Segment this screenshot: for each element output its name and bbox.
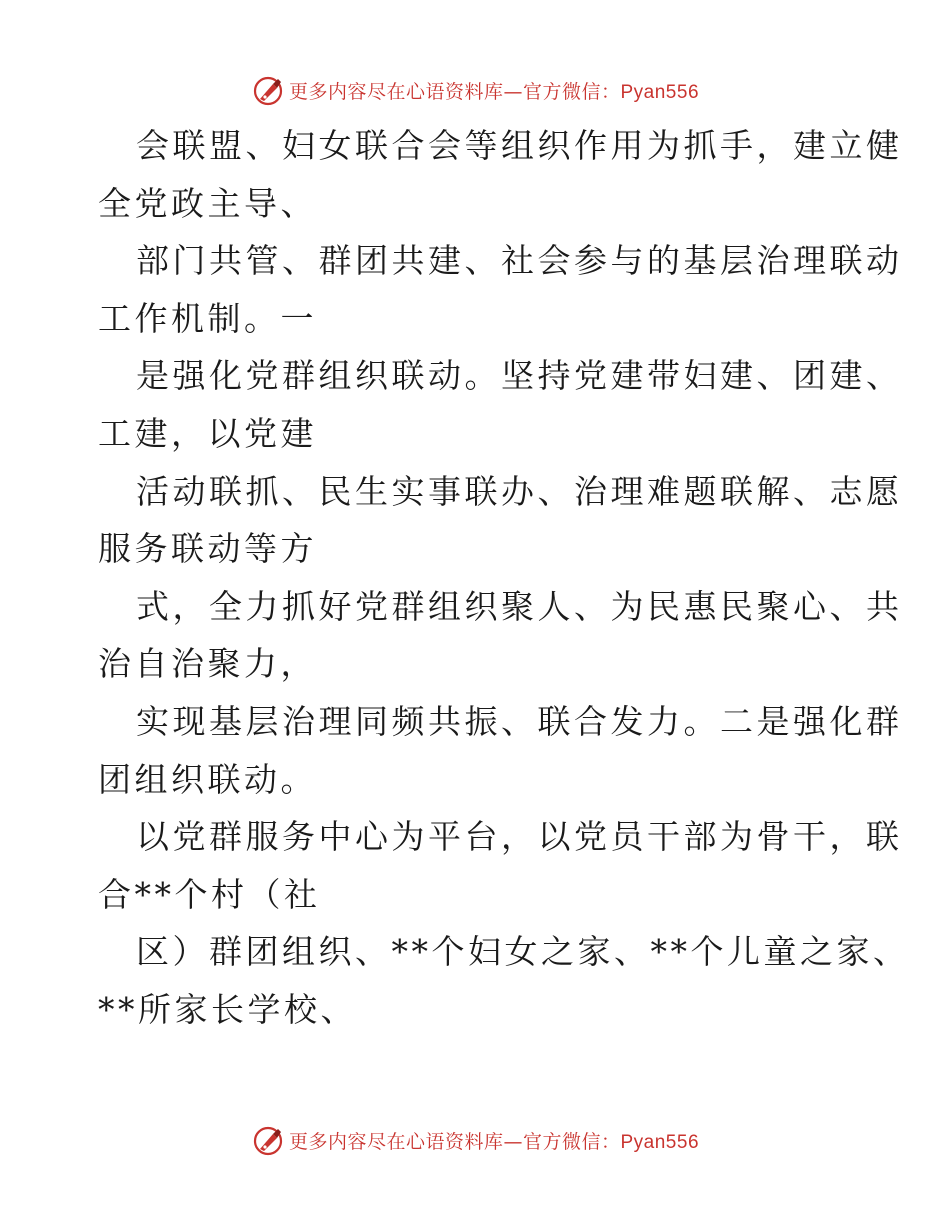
text-line: 工作机制。一	[98, 298, 317, 338]
text-line: 团组织联动。	[98, 759, 317, 799]
text-line: 工建，以党建	[98, 413, 317, 453]
text-line: 治自治聚力，	[98, 644, 317, 684]
watermark-wechat-id: Pyan556	[620, 81, 700, 103]
watermark-text: 更多内容尽在心语资料库—官方微信：	[288, 1130, 621, 1153]
pen-nib-logo-icon	[251, 1123, 285, 1157]
text-line: 合**个村（社	[98, 874, 321, 914]
text-line: 实现基层治理同频共振、联合发力。二是强化群	[136, 701, 903, 741]
text-line: 会联盟、妇女联合会等组织作用为抓手，建立健	[136, 126, 903, 165]
document-body	[98, 117, 910, 1039]
text-line: 式，全力抓好党群组织聚人、为民惠民聚心、共	[136, 586, 903, 626]
text-line: 区）群团组织、**个妇女之家、**个儿童之家、	[136, 932, 910, 972]
text-line: 服务联动等方	[98, 529, 317, 569]
pen-nib-logo-icon	[251, 73, 285, 107]
text-line: 以党群服务中心为平台，以党员干部为骨干，联	[136, 817, 903, 857]
text-line: 部门共管、群团共建、社会参与的基层治理联动	[136, 241, 903, 281]
watermark-wechat-id: Pyan556	[620, 1131, 700, 1153]
text-line: **所家长学校、	[98, 989, 357, 1029]
text-line: 活动联抓、民生实事联办、治理难题联解、志愿	[136, 471, 903, 511]
watermark-text: 更多内容尽在心语资料库—官方微信：	[288, 80, 621, 103]
footer-watermark	[0, 1120, 950, 1160]
header-watermark	[0, 70, 950, 110]
text-line: 全党政主导、	[98, 183, 317, 223]
text-line: 是强化党群组织联动。坚持党建带妇建、团建、	[136, 356, 903, 396]
